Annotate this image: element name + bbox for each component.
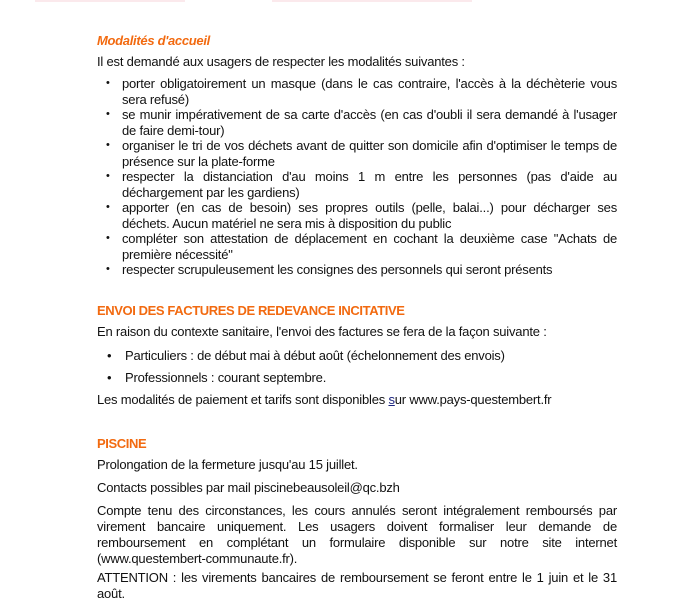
list-item: • se munir impérativement de sa carte d'accès (en cas d'oubli il sera demandé à l'usager de faire demi-tour) (122, 107, 617, 138)
list-item: • Professionnels : courant septembre. (125, 370, 605, 392)
factures-intro: En raison du contexte sanitaire, l'envoi des factures se fera de la façon suivante : (97, 324, 547, 339)
list-item: • respecter la distanciation d'au moins 1 m entre les personnes (pas d'aide au déchargement par les gardiens) (122, 169, 617, 200)
list-item: • apporter (en cas de besoin) ses propres outils (pelle, balai...) pour décharger ses déchets. Aucun matériel ne sera mis à disposition du public (122, 200, 617, 231)
list-item: • respecter scrupuleusement les consignes des personnels qui seront présents (122, 262, 617, 278)
factures-list (125, 348, 605, 392)
factures-footer (97, 392, 617, 408)
factures-footer-prefix: Les modalités de paiement et tarifs sont disponibles (97, 392, 389, 407)
factures-footer-link-char[interactable]: s (388, 392, 395, 407)
section-title-accueil: Modalités d'accueil (97, 33, 210, 48)
section-title-piscine: PISCINE (97, 436, 147, 451)
list-item: • compléter son attestation de déplacement en cochant la deuxième case "Achats de première nécessité" (122, 231, 617, 262)
section-title-factures: ENVOI DES FACTURES DE REDEVANCE INCITATIVE (97, 303, 405, 318)
top-decor-bar-right (272, 0, 472, 2)
list-item: • organiser le tri de vos déchets avant de quitter son domicile afin d'optimiser le temps de présence sur la plate-forme (122, 138, 617, 169)
factures-footer-suffix: ur www.pays-questembert.fr (394, 392, 552, 407)
accueil-intro: Il est demandé aux usagers de respecter les modalités suivantes : (97, 54, 465, 69)
list-item: • porter obligatoirement un masque (dans le cas contraire, l'accès à la déchèterie vous sera refusé) (122, 76, 617, 107)
piscine-attention: ATTENTION : les virements bancaires de remboursement se feront entre le 1 juin et le 31 août. (97, 570, 617, 601)
accueil-list (122, 76, 617, 278)
piscine-line-2: Contacts possibles par mail piscinebeausoleil@qc.bzh (97, 480, 400, 495)
top-decor-bar-left (35, 0, 185, 2)
piscine-paragraph: Compte tenu des circonstances, les cours annulés seront intégralement remboursés par virement bancaire uniquement. Les usagers doivent formaliser leur demande de remboursement en complétant un formulaire disponible sur notre site internet (www.questembert-communaute.fr). (97, 503, 617, 566)
list-item: • Particuliers : de début mai à début août (échelonnement des envois) (125, 348, 605, 370)
piscine-line-1: Prolongation de la fermeture jusqu'au 15 juillet. (97, 457, 358, 472)
